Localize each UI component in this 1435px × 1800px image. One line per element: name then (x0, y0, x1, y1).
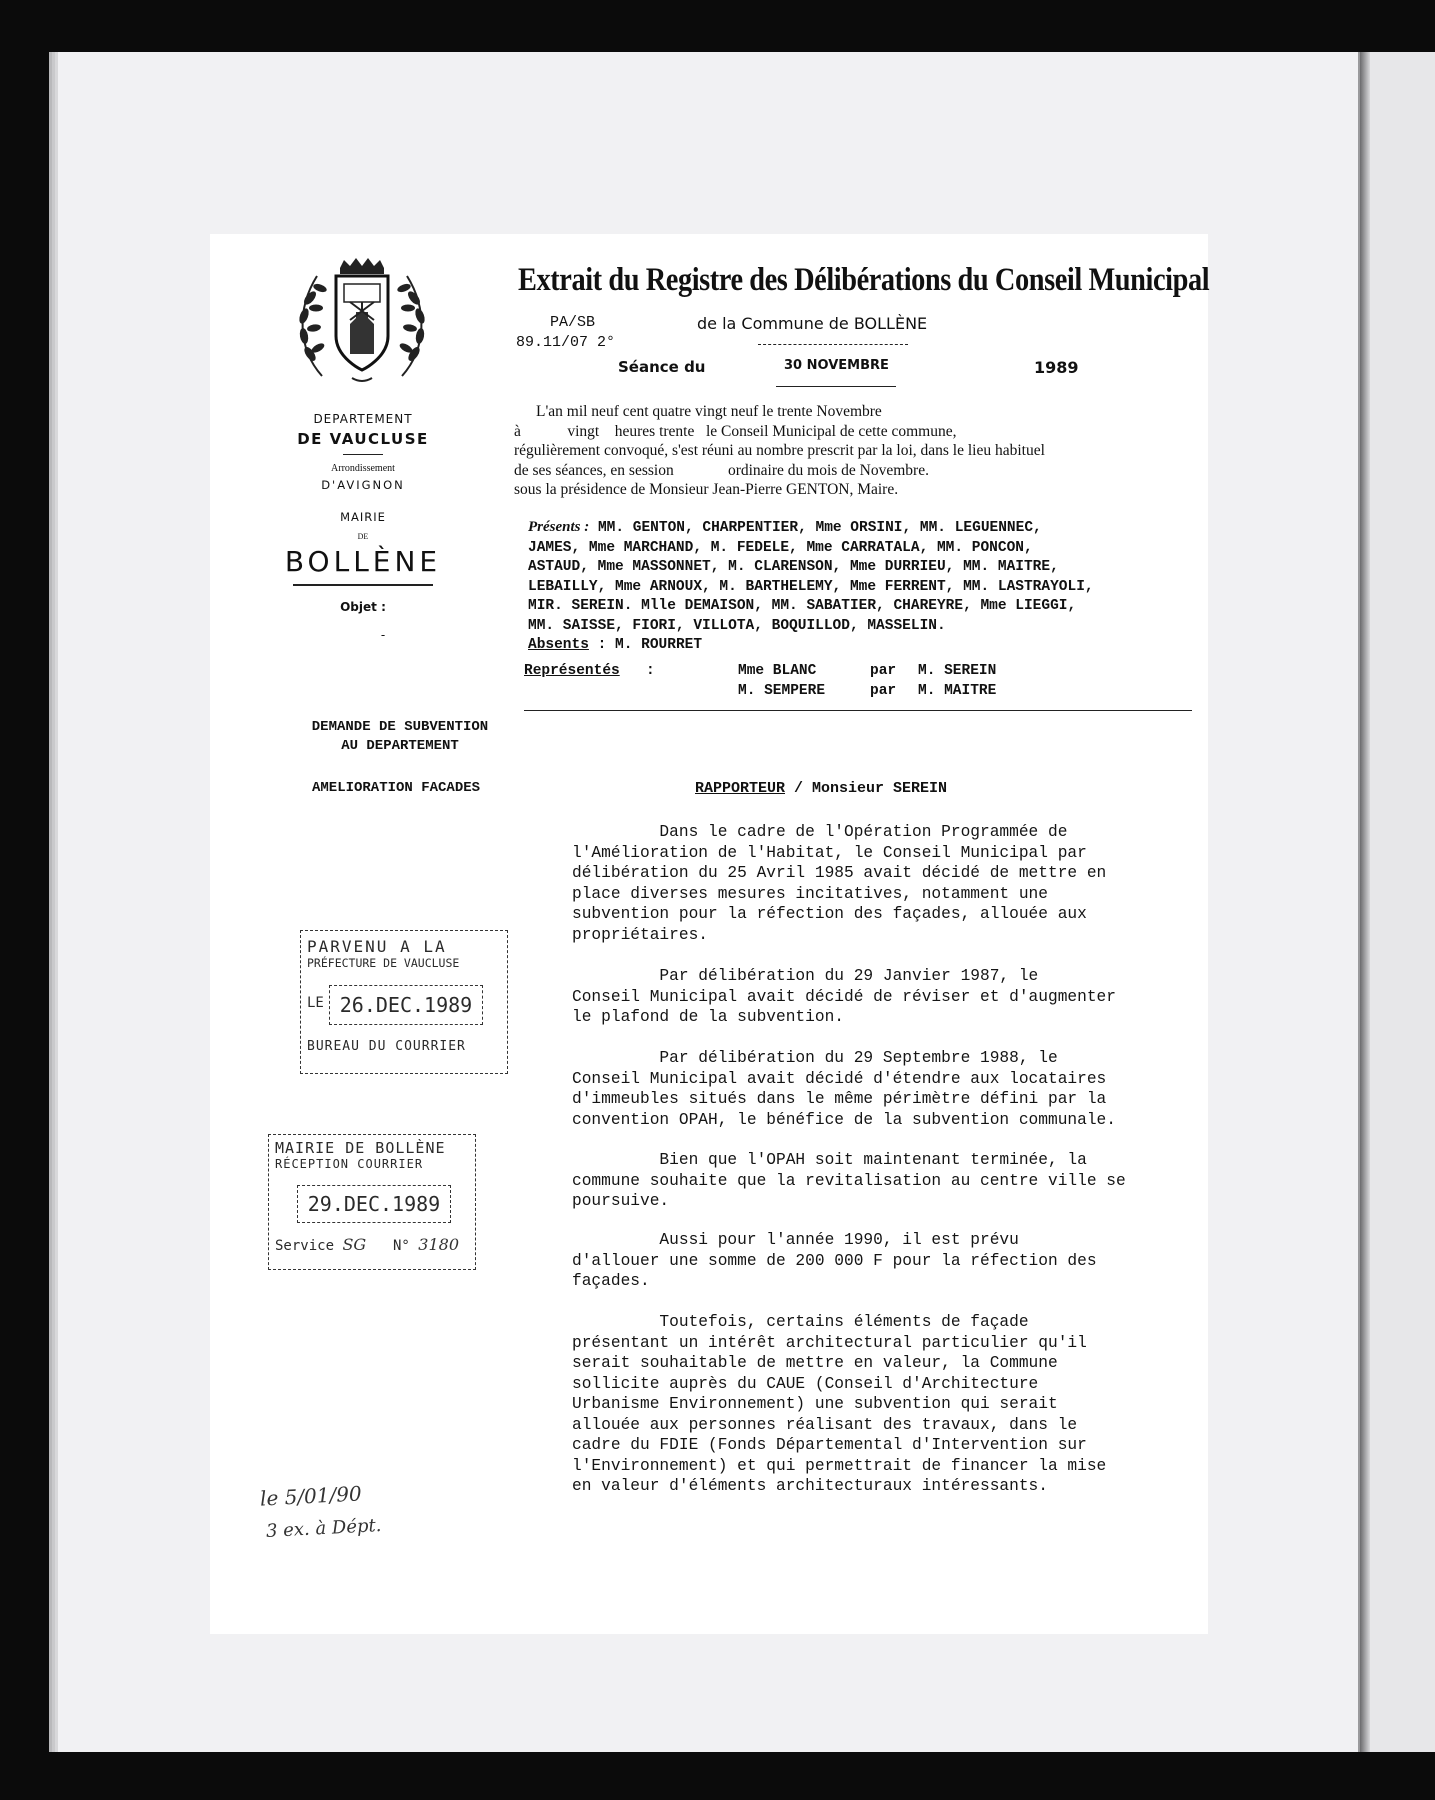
mairie-stamp-line-2: RÉCEPTION COURRIER (275, 1157, 424, 1171)
divider (293, 584, 433, 586)
mairie-stamp-number-value: 3180 (418, 1235, 460, 1254)
mairie-stamp-date: 29.DEC.1989 (297, 1185, 451, 1223)
objet-line-2: AU DEPARTEMENT (341, 738, 459, 754)
rapporteur-value: / Monsieur SEREIN (785, 780, 948, 797)
page-title: Extrait du Registre des Délibérations du Conseil Municipal (518, 262, 1210, 298)
handwritten-note-line-2: 3 ex. à Dépt. (265, 1514, 382, 1543)
presents-label: Présents : (528, 519, 590, 535)
presents-block (528, 518, 1094, 656)
prefecture-stamp-line-2: PRÉFECTURE DE VAUCLUSE (307, 956, 460, 970)
presents-line-6: MM. SAISSE, FIORI, VILLOTA, BOQUILLOD, MASSELIN. (528, 617, 946, 634)
preamble-line-5: sous la présidence de Monsieur Jean-Pierre GENTON, Maire. (514, 481, 899, 498)
preamble-line-3: régulièrement convoqué, s'est réuni au nombre prescrit par la loi, dans le lieu habituel (514, 442, 1045, 459)
coat-of-arms-emblem (292, 258, 432, 388)
presents-line-1: MM. GENTON, CHARPENTIER, Mme ORSINI, MM. LEGUENNEC, (597, 520, 1042, 536)
representes-label: Représentés (524, 663, 620, 679)
body-paragraph-5: Aussi pour l'année 1990, il est prévu d'allouer une somme de 200 000 F pour la réfection des façades. (572, 1231, 1097, 1290)
mairie-stamp-number-label: N° (393, 1238, 410, 1254)
body-paragraph-3: Par délibération du 29 Septembre 1988, le Conseil Municipal avait décidé d'étendre aux locataires d'immeubles situés dans le même périmètre défini par la convention OPAH, le bénéfice de la subvention communale. (572, 1049, 1116, 1129)
objet-label: Objet : (340, 600, 386, 614)
representes-row1-name: Mme BLANC (738, 663, 817, 679)
representes-row2-name: M. SEMPERE (738, 683, 826, 699)
arrondissement-label: Arrondissement (331, 463, 395, 474)
prefecture-stamp-le: LE (307, 995, 324, 1011)
next-page-edge (1358, 52, 1435, 1752)
mairie-stamp-service (275, 1235, 366, 1254)
prefecture-stamp-bureau: BUREAU DU COURRIER (307, 1039, 466, 1054)
mairie-stamp (268, 1134, 476, 1270)
presents-line-5: MIR. SEREIN. Mlle DEMAISON, MM. SABATIER, CHAREYRE, Mme LIEGGI, (528, 598, 1077, 614)
prefecture-stamp-date: 26.DEC.1989 (329, 985, 483, 1025)
divider (776, 386, 896, 387)
mairie-label: MAIRIE (340, 510, 386, 524)
prefecture-stamp (300, 930, 508, 1074)
representes-colon: : (646, 663, 655, 679)
commune-subtitle: de la Commune de BOLLÈNE (697, 314, 928, 333)
prefecture-stamp-line-1: PARVENU A LA (307, 937, 447, 956)
preamble-line-2: à vingt heures trente le Conseil Municipal de cette commune, (514, 422, 957, 440)
representes-row2-par: par (870, 683, 897, 699)
absents-label: Absents (528, 637, 589, 653)
objet-line-3: AMELIORATION FACADES (312, 780, 481, 796)
mairie-stamp-service-label: Service (275, 1238, 335, 1254)
objet-dash: - (380, 628, 386, 642)
reference-1: PA/SB (550, 314, 596, 331)
representes-row1-by: M. SEREIN (918, 663, 997, 679)
rapporteur-label: RAPPORTEUR (695, 780, 786, 797)
bollene-label: BOLLÈNE (284, 545, 442, 578)
divider (524, 710, 1192, 711)
absents-value: : M. ROURRET (597, 637, 703, 653)
presents-line-2: JAMES, Mme MARCHAND, M. FEDELE, Mme CARRATALA, MM. PONCON, (528, 539, 1033, 556)
seance-year: 1989 (1034, 358, 1079, 377)
reference-2: 89.11/07 2° (516, 334, 616, 351)
objet-line-1: DEMANDE DE SUBVENTION (311, 719, 489, 735)
preamble-line-1: L'an mil neuf cent quatre vingt neuf le trente Novembre (536, 403, 882, 420)
avignon-label: D'AVIGNON (321, 478, 405, 492)
representes-row1-par: par (870, 663, 897, 679)
document-page (210, 234, 1208, 1634)
presents-line-3: ASTAUD, Mme MASSONNET, M. CLARENSON, Mme DURRIEU, MM. MAITRE, (528, 559, 1059, 575)
body-paragraph-2: Par délibération du 29 Janvier 1987, le Conseil Municipal avait décidé de réviser et d'augmenter le plafond de la subvention. (572, 967, 1116, 1026)
divider (758, 344, 908, 345)
body-paragraph-6: Toutefois, certains éléments de façade présentant un intérêt architectural particulier qu'il serait souhaitable de mettre en valeur, la Commune sollicite auprès du CAUE (Conseil d'Architecture Urbanisme Environnement) une subvention qui serait allouée aux personnes réalisant des travaux, dans le cadre du FDIE (Fonds Départemental d'Intervention sur l'Environnement) et qui permettrait de financer la mise en valeur d'éléments architecturaux intéressants. (572, 1313, 1107, 1495)
body-paragraph-1: Dans le cadre de l'Opération Programmée de l'Amélioration de l'Habitat, le Conseil Municipal par délibération du 25 Avril 1985 avait décidé de mettre en place diverses mesures incitatives, notamment une subvention pour la réfection des façades, allouée aux propriétaires. (572, 823, 1107, 944)
rapporteur-line (695, 780, 947, 797)
preamble (514, 402, 1045, 500)
mairie-stamp-number (393, 1235, 459, 1254)
body-paragraph-4: Bien que l'OPAH soit maintenant terminée, la commune souhaite que la revitalisation au centre ville se poursuive. (572, 1151, 1126, 1210)
de-label: DE (357, 532, 369, 541)
departement-label: DEPARTEMENT (313, 412, 413, 426)
mairie-stamp-line-1: MAIRIE DE BOLLÈNE (275, 1139, 446, 1157)
preamble-line-4: de ses séances, en session ordinaire du mois de Novembre. (514, 461, 929, 479)
handwritten-note-line-1: le 5/01/90 (259, 1481, 363, 1511)
representes-row2-by: M. MAITRE (918, 683, 997, 699)
divider (343, 454, 383, 455)
vaucluse-label: DE VAUCLUSE (297, 430, 429, 448)
mairie-stamp-service-value: SG (342, 1235, 367, 1254)
seance-label: Séance du (618, 358, 706, 376)
presents-line-4: LEBAILLY, Mme ARNOUX, M. BARTHELEMY, Mme FERRENT, MM. LASTRAYOLI, (528, 578, 1094, 595)
objet-block (300, 718, 500, 756)
seance-date: 30 NOVEMBRE (784, 358, 889, 373)
